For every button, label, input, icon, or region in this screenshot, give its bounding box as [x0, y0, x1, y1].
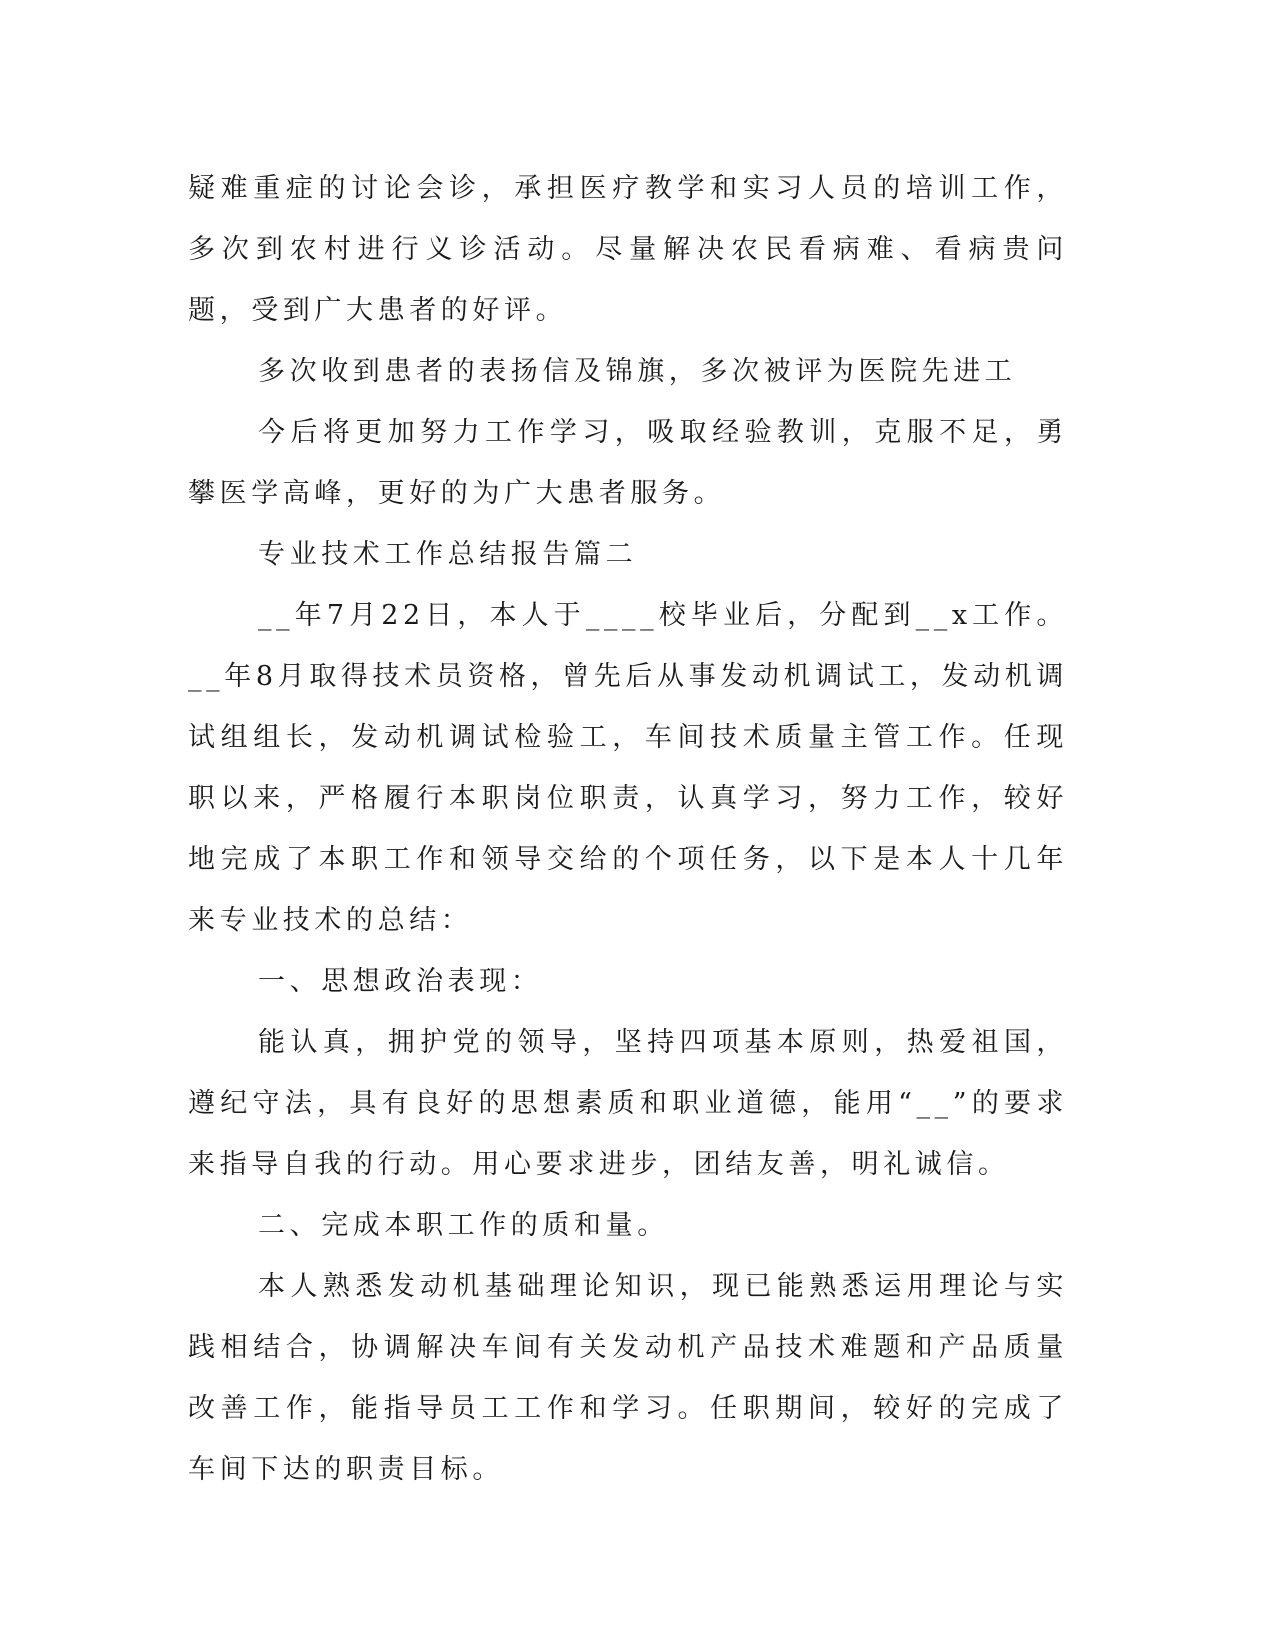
document-body [188, 158, 1068, 1500]
paragraph-career-history: __年7月22日，本人于____校毕业后，分配到__x工作。__年8月取得技术员资格，曾先后从事发动机调试工，发动机调试组组长，发动机调试检验工，车间技术质量主管工作。任现职以来，严格履行本职岗位职责，认真学习，努力工作，较好地完成了本职工作和领导交给的个项任务，以下是本人十几年来专业技术的总结： [188, 600, 1068, 936]
paragraph-commendations: 多次收到患者的表扬信及锦旗，多次被评为医院先进工 [258, 356, 1017, 387]
paragraph-future-plans: 今后将更加努力工作学习，吸取经验教训，克服不足，勇攀医学高峰，更好的为广大患者服务。 [188, 417, 1068, 509]
paragraph-political-performance: 能认真，拥护党的领导，坚持四项基本原则，热爱祖国，遵纪守法，具有良好的思想素质和职业道德，能用“__”的要求来指导自我的行动。用心要求进步，团结友善，明礼诚信。 [188, 1027, 1068, 1180]
paragraph-continuation: 疑难重症的讨论会诊，承担医疗教学和实习人员的培训工作，多次到农村进行义诊活动。尽量解决农民看病难、看病贵问题，受到广大患者的好评。 [188, 173, 1068, 326]
section-title: 专业技术工作总结报告篇二 [258, 539, 638, 570]
heading-political-performance: 一、思想政治表现： [258, 966, 543, 997]
paragraph-work-quality: 本人熟悉发动机基础理论知识，现已能熟悉运用理论与实践相结合，协调解决车间有关发动机产品技术难题和产品质量改善工作，能指导员工工作和学习。任职期间，较好的完成了车间下达的职责目标。 [188, 1271, 1068, 1485]
heading-work-quality: 二、完成本职工作的质和量。 [258, 1210, 669, 1241]
